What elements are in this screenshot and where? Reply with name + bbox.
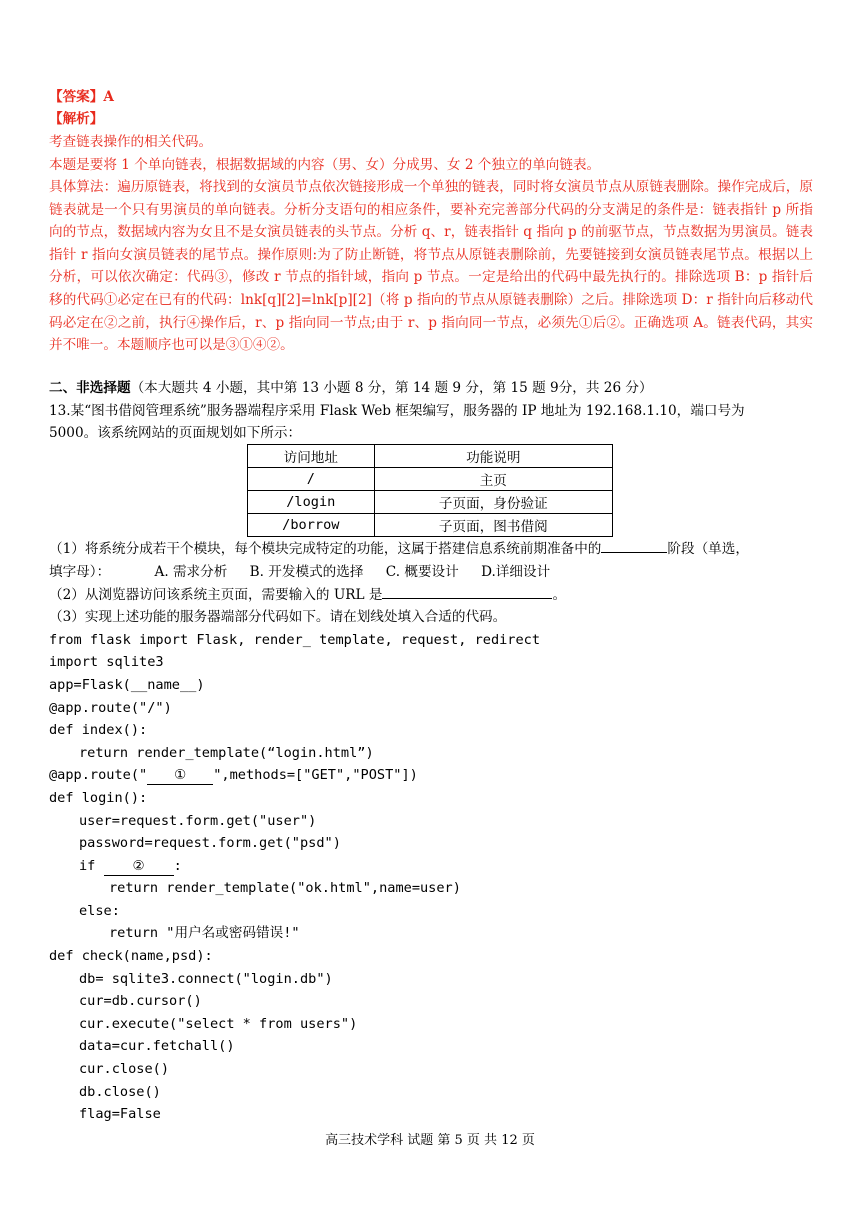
table-row (248, 514, 613, 537)
code-line: def index(): (49, 722, 148, 738)
sub1-hint: 填字母）： (49, 564, 111, 580)
sub-question-1-options (49, 561, 550, 583)
table-cell-url: /borrow (248, 514, 375, 537)
sub1-text: （1）将系统分成若干个模块，每个模块完成特定的功能，这属于搭建信息系统前期准备中的 (49, 541, 602, 557)
sub-question-1 (49, 538, 749, 560)
option-b: B. 开发模式的选择 (249, 564, 364, 580)
code-blank-1[interactable]: ① (147, 766, 213, 785)
answer-blank-1[interactable] (601, 538, 667, 553)
table-cell-desc: 子页面，图书借阅 (374, 514, 612, 537)
code-line: user=request.form.get("user") (79, 813, 317, 829)
answer-blank-url[interactable] (382, 584, 552, 599)
code-line: import sqlite3 (49, 654, 164, 670)
code-line: data=cur.fetchall() (79, 1038, 235, 1054)
code-line-blank-1 (49, 764, 418, 786)
code-line: flag=False (79, 1106, 161, 1122)
sub2-text: （2）从浏览器访问该系统主页面，需要输入的 URL 是 (49, 587, 383, 603)
q13-intro-1: 13.某“图书借阅管理系统”服务器端程序采用 Flask Web 框架编写，服务器的 IP 地址为 192.168.1.10，端口号为 (49, 403, 745, 419)
code-line: else: (79, 903, 120, 919)
code-line: db.close() (79, 1084, 161, 1100)
q13-intro-2: 5000。该系统网站的页面规划如下所示： (49, 425, 302, 441)
code-fragment: ",methods=["GET","POST"]) (213, 767, 418, 783)
code-blank-2[interactable]: ② (104, 857, 174, 876)
sub-question-2 (49, 584, 566, 606)
table-cell-desc: 主页 (374, 468, 612, 491)
analysis-paragraph: 具体算法：遍历原链表，将找到的女演员节点依次链接形成一个单独的链表，同时将女演员节点从原链表删除。操作完成后，原链表就是一个只有男演员的单向链表。分析分支语句的相应条件，要补充完善部分代码的分支满足的条件是：链表指针 p 所指向的节点，数据域内容为女且不是女演员链表的头节点。分析 q、r，链表指针 q 指向 p 的前驱节点，节点数据为男演员。链表指针 r 指向女演员链表的尾节点。操作原则:为了防止断链，将节点从原链表删除前，先要链接到女演员链表尾节点。根据以上分析，可以依次确定：代码③，修改 r 节点的指针域，指向 p 节点。一定是给出的代码中最先执行的。排除选项 B：p 指针后移的代码①必定在已有的代码：lnk[q][2]=lnk[p][2]（将 p 指向的节点从原链表删除）之后。排除选项 D：r 指针向后移动代码必定在②之前，执行④操作后，r、p 指向同一节点;由于 r、p 指向同一节点，必须先①后②。正确选项 A。链表代码，其实并不唯一。本题顺序也可以是③①④②。 (49, 179, 813, 354)
code-line: db= sqlite3.connect("login.db") (79, 971, 333, 987)
code-line: cur.close() (79, 1061, 170, 1077)
answer-line (49, 86, 114, 108)
answer-value: A (103, 89, 114, 105)
table-cell-desc: 子页面，身份验证 (374, 491, 612, 514)
code-line: app=Flask(__name__) (49, 677, 205, 693)
analysis-label: 【解析】 (49, 111, 104, 127)
option-d: D.详细设计 (481, 564, 551, 580)
sub-question-3: （3）实现上述功能的服务器端部分代码如下。请在划线处填入合适的代码。 (49, 609, 507, 625)
code-fragment: @app.route(" (49, 767, 148, 783)
table-cell-url: / (248, 468, 375, 491)
code-line: password=request.form.get("psd") (79, 835, 341, 851)
code-line: return "用户名或密码错误!" (109, 925, 300, 941)
section-2-heading (49, 377, 653, 399)
code-line-blank-2 (79, 855, 182, 877)
code-line: cur.execute("select * from users") (79, 1016, 358, 1032)
code-line: def check(name,psd): (49, 948, 213, 964)
code-line: return render_template(“login.html”) (79, 745, 374, 761)
analysis-line-1: 考查链表操作的相关代码。 (49, 134, 213, 150)
page-plan-table (247, 444, 613, 537)
table-header-cell: 功能说明 (374, 445, 612, 468)
table-header-row (248, 445, 613, 468)
section-2-title: 二、非选择题 (49, 380, 131, 396)
code-fragment: if (79, 858, 104, 874)
option-c: C. 概要设计 (385, 564, 459, 580)
table-row (248, 468, 613, 491)
code-line: cur=db.cursor() (79, 993, 202, 1009)
table-row (248, 491, 613, 514)
code-line: return render_template("ok.html",name=user) (109, 880, 461, 896)
sub2-text-end: 。 (552, 587, 567, 603)
code-line: def login(): (49, 790, 148, 806)
section-2-desc: （本大题共 4 小题，其中第 13 小题 8 分，第 14 题 9 分，第 15 题 9分，共 26 分） (130, 380, 653, 396)
page-footer: 高三技术学科 试题 第 5 页 共 12 页 (325, 1133, 535, 1148)
table-cell-url: /login (248, 491, 375, 514)
sub1-text-end: 阶段（单选， (667, 541, 749, 557)
code-line: @app.route("/") (49, 700, 172, 716)
analysis-line-2: 本题是要将 1 个单向链表，根据数据域的内容（男、女）分成男、女 2 个独立的单向链表。 (49, 157, 601, 173)
answer-label: 【答案】 (49, 89, 104, 105)
table-header-cell: 访问地址 (248, 445, 375, 468)
code-fragment: : (173, 858, 182, 874)
option-a: A. 需求分析 (154, 564, 228, 580)
code-line: from flask import Flask, render_ template, request, redirect (49, 632, 541, 648)
